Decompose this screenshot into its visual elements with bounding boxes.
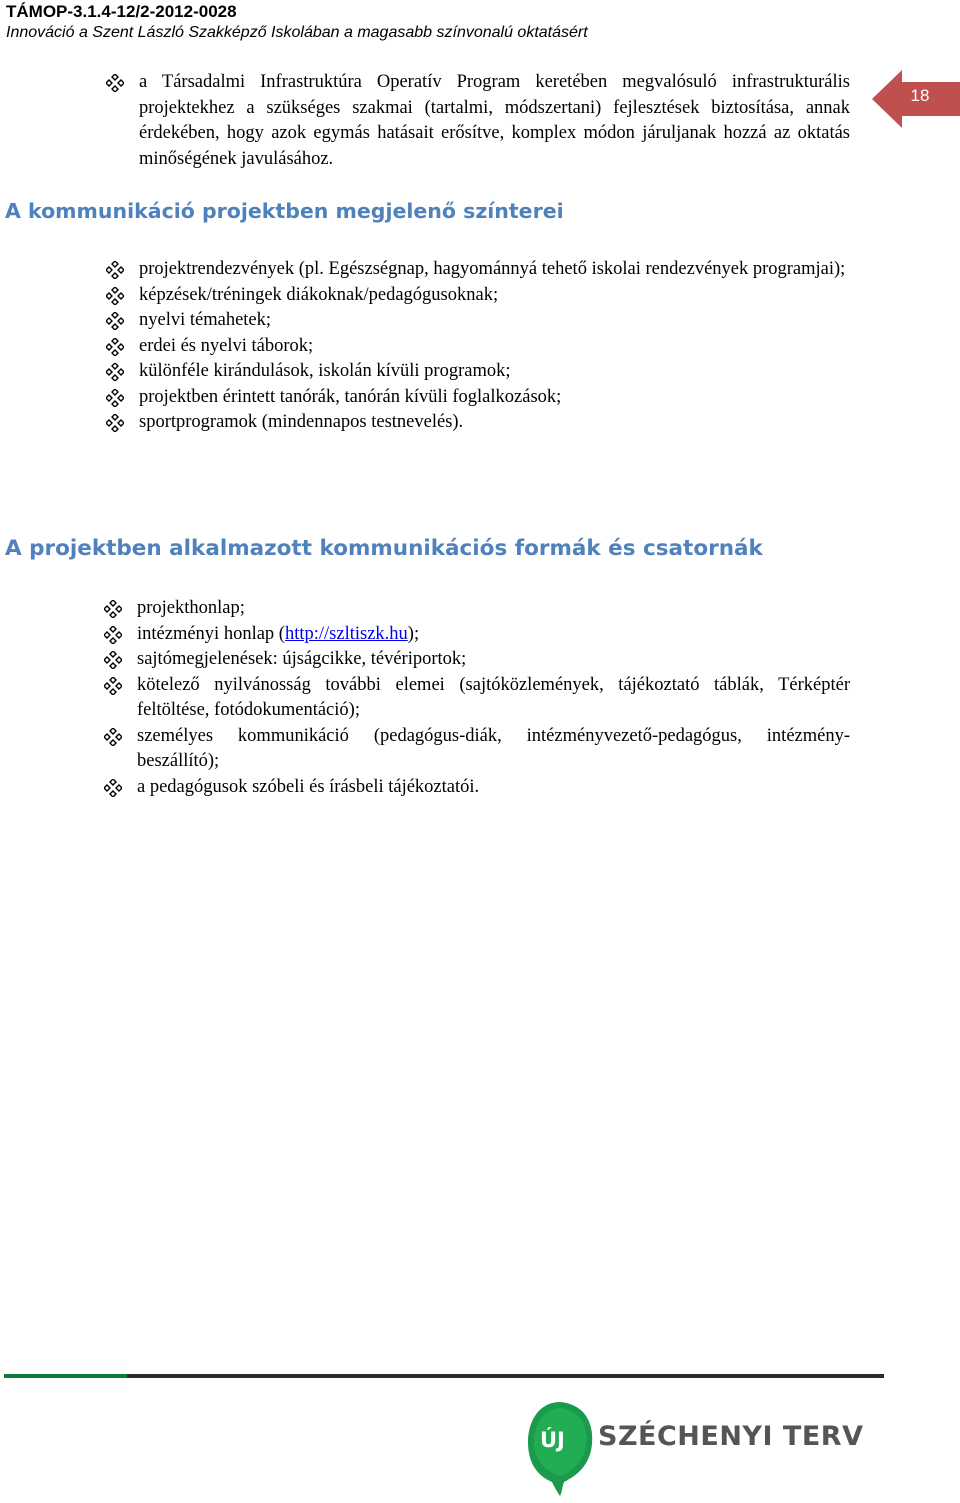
list-item-text: személyes kommunikáció (pedagógus-diák, intézményvezető-pedagógus, intézmény-beszállító);	[137, 725, 850, 771]
four-diamond-bullet-icon	[104, 651, 122, 669]
header-subtitle: Innováció a Szent László Szakképző Iskolában a magasabb színvonalú oktatásért	[6, 24, 588, 41]
logo-text: SZÉCHENYI TERV	[598, 1421, 864, 1452]
four-diamond-bullet-icon	[104, 626, 122, 644]
list-item	[104, 622, 850, 648]
list-item-text: képzések/tréningek diákoknak/pedagógusoknak;	[139, 284, 499, 305]
list-item	[106, 359, 850, 385]
four-diamond-bullet-icon	[104, 779, 122, 797]
header-project-code: TÁMOP-3.1.4-12/2-2012-0028	[6, 2, 237, 21]
four-diamond-bullet-icon	[104, 600, 122, 618]
four-diamond-bullet-icon	[106, 74, 124, 92]
four-diamond-bullet-icon	[106, 287, 124, 305]
list-item	[104, 775, 850, 801]
list-item	[106, 70, 850, 172]
intro-list	[106, 70, 850, 172]
page-number-badge	[872, 70, 958, 128]
four-diamond-bullet-icon	[106, 363, 124, 381]
list-item-text: nyelvi témahetek;	[139, 310, 272, 330]
four-diamond-bullet-icon	[106, 261, 124, 279]
list-item-text: különféle kirándulások, iskolán kívüli programok;	[139, 361, 511, 381]
section-title-communication-scenes: A kommunikáció projektben megjelenő színterei	[5, 199, 564, 223]
page-number: 18	[910, 86, 930, 105]
communication-scenes-list	[106, 257, 850, 436]
institution-website-link[interactable]: http://szltiszk.hu	[284, 623, 408, 644]
four-diamond-bullet-icon	[106, 389, 124, 407]
list-item-text: kötelező nyilvánosság további elemei (sajtóközlemények, tájékoztató táblák, Térképtér feltöltése, fotódokumentáció);	[137, 674, 850, 720]
four-diamond-bullet-icon	[104, 677, 122, 695]
list-item	[104, 673, 850, 724]
szechenyi-terv-logo	[526, 1400, 864, 1501]
four-diamond-bullet-icon	[104, 728, 122, 746]
list-item-text-before: intézményi honlap (	[137, 623, 285, 644]
list-item-text: erdei és nyelvi táborok;	[139, 335, 314, 356]
list-item	[106, 257, 850, 283]
list-item-text-after: );	[407, 623, 420, 644]
list-item	[106, 385, 850, 411]
logo-badge-text: ÚJ	[540, 1428, 565, 1452]
list-item-text: projektrendezvények (pl. Egészségnap, hagyománnyá tehető iskolai rendezvények programjai);	[139, 259, 846, 279]
list-item-text: projektben érintett tanórák, tanórán kívüli foglalkozások;	[139, 386, 562, 407]
list-item-text: a pedagógusok szóbeli és írásbeli tájékoztatói.	[137, 776, 480, 797]
list-item	[106, 410, 850, 436]
list-item-text: sajtómegjelenések: újságcikke, tévériportok;	[137, 649, 467, 669]
list-item	[104, 647, 850, 673]
four-diamond-bullet-icon	[106, 338, 124, 356]
list-item-text: sportprogramok (mindennapos testnevelés).	[139, 412, 464, 432]
list-item	[106, 283, 850, 309]
four-diamond-bullet-icon	[106, 414, 124, 432]
list-item	[104, 596, 850, 622]
section-title-communication-channels: A projektben alkalmazott kommunikációs formák és csatornák	[5, 536, 763, 561]
list-item	[106, 308, 850, 334]
communication-channels-list	[104, 596, 850, 800]
footer-divider	[4, 1374, 884, 1378]
list-item-text: projekthonlap;	[137, 598, 245, 618]
list-item-text: a Társadalmi Infrastruktúra Operatív Program keretében megvalósuló infrastrukturális projektekhez a szükséges szakmai (tartalmi, módszertani) fejlesztések biztosítása, annak érdekében, hogy azok egymás hatásait erősítve, komplex módon járuljanak hozzá az oktatás minőségének javulásához.	[139, 72, 850, 169]
list-item	[104, 724, 850, 775]
list-item	[106, 334, 850, 360]
four-diamond-bullet-icon	[106, 312, 124, 330]
list-item-text	[137, 624, 419, 644]
